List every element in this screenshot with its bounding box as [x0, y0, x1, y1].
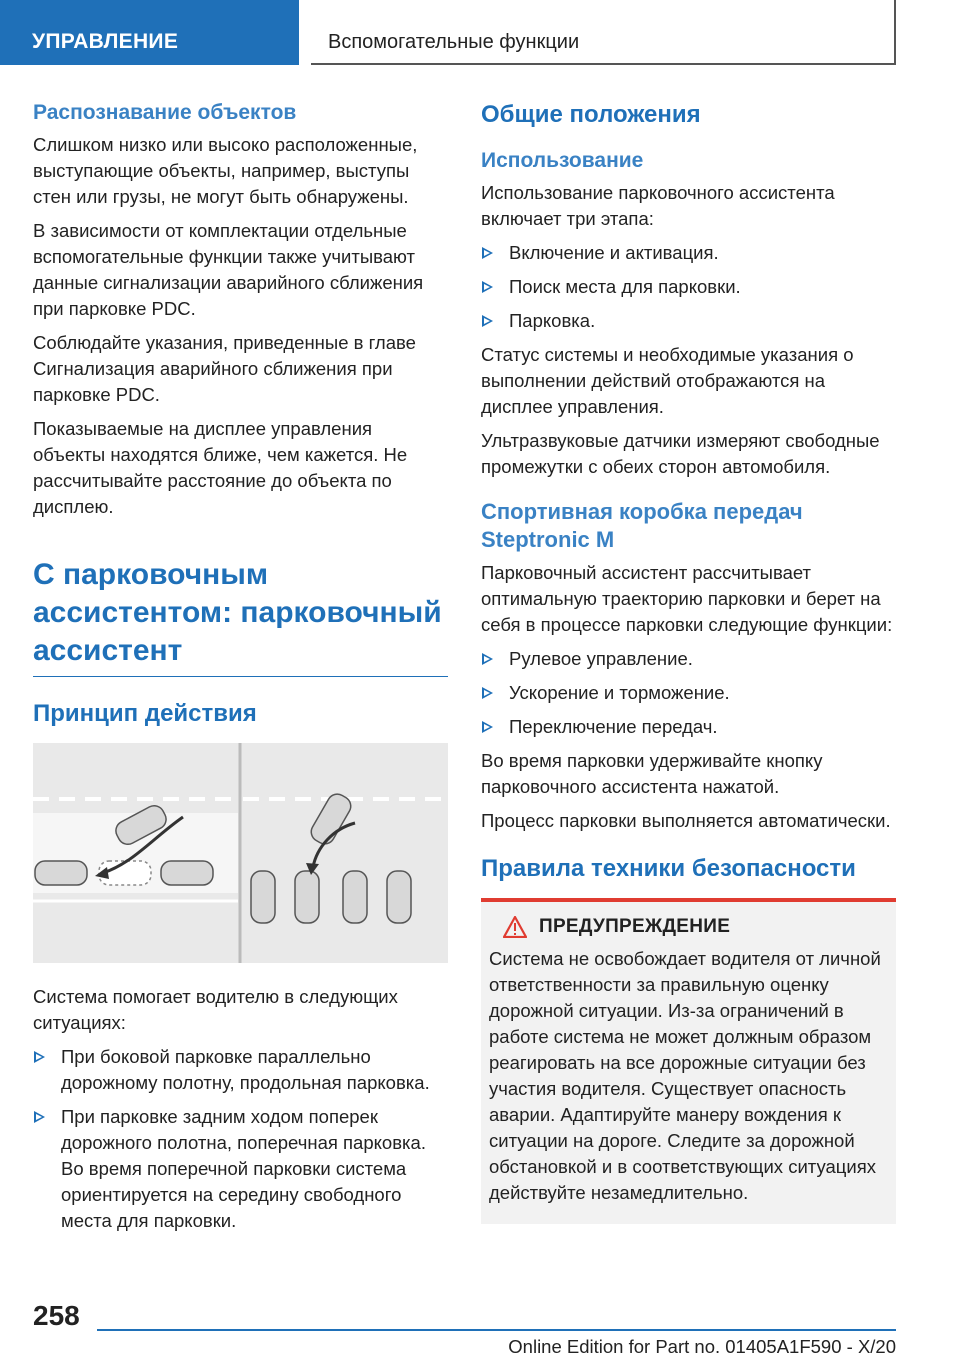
chapter-title: Вспомогательные функции — [311, 0, 896, 65]
list-item: Ускорение и торможение. — [481, 680, 896, 706]
list-item: Включение и активация. — [481, 240, 896, 266]
situations-list — [33, 1044, 448, 1234]
list-item: Парковка. — [481, 308, 896, 334]
triangle-bullet-icon — [482, 281, 493, 293]
main-heading: С парковочным ассистентом: парковочный ассистент — [33, 556, 448, 677]
right-column — [481, 100, 896, 1224]
list-item: Рулевое управление. — [481, 646, 896, 672]
general-heading: Общие положения — [481, 101, 701, 128]
list-item: Переключение передач. — [481, 714, 896, 740]
warning-box — [481, 898, 896, 1224]
triangle-bullet-icon — [482, 721, 493, 733]
triangle-bullet-icon — [34, 1111, 45, 1123]
warning-title: ПРЕДУПРЕЖДЕНИЕ — [539, 916, 731, 937]
stages-list — [481, 240, 896, 334]
paragraph: Процесс парковки выполняется автоматически. — [481, 810, 891, 831]
safety-heading: Правила техники безопасности — [481, 855, 856, 882]
paragraph: Статус системы и необходимые указания о выполнении действий отображаются на дисплее управления. — [481, 344, 854, 417]
paragraph: Система помогает водителю в следующих ситуациях: — [33, 986, 398, 1033]
warning-text: Система не освобождает водителя от личной ответственности за правильную оценку дорожной ситуации. Из-за ограничений в работе система не может должным образом реагировать на все дорожные ситуации без участия водителя. Существует опасность аварии. Адаптируйте манеру вождения к ситуации на дороге. Следите за дорожной обстановкой и в соответствующих ситуациях действуйте незамедлительно. — [489, 948, 881, 1203]
triangle-bullet-icon — [34, 1051, 45, 1063]
paragraph: Парковочный ассистент рассчитывает оптимальную траекторию парковки и берет на себя в процессе парковки следующие функции: — [481, 562, 893, 635]
edition-label: Online Edition for Part no. 01405A1F590 - X/20 — [508, 1336, 896, 1357]
functions-list — [481, 646, 896, 740]
paragraph: Соблюдайте указания, приведенные в главе Сигнализация аварийного сближения при парковке PDC. — [33, 332, 416, 405]
paragraph: В зависимости от комплектации отдельные вспомогательные функции также учитывают данные сигнализации аварийного сближения при парковке PDC. — [33, 220, 424, 319]
triangle-bullet-icon — [482, 247, 493, 259]
section-tab: УПРАВЛЕНИЕ — [0, 0, 299, 65]
list-item: При боковой парковке параллельно дорожному полотну, продольная парковка. — [33, 1044, 448, 1096]
principle-heading: Принцип действия — [33, 700, 257, 727]
steptronic-heading: Спортивная коробка передач Steptronic M — [481, 499, 803, 552]
objects-heading: Распознавание объектов — [33, 101, 297, 124]
footer-divider — [97, 1329, 896, 1331]
triangle-bullet-icon — [482, 653, 493, 665]
paragraph: Показываемые на дисплее управления объекты находятся ближе, чем кажется. Не рассчитывайте расстояние до объекта по дисплею. — [33, 418, 408, 517]
list-item: Поиск места для парковки. — [481, 274, 896, 300]
parking-illustration — [33, 743, 448, 963]
paragraph: Использование парковочного ассистента включает три этапа: — [481, 182, 835, 229]
paragraph: Слишком низко или высоко расположенные, выступающие объекты, например, выступы стен или грузы, не могут быть обнаружены. — [33, 134, 418, 207]
warning-triangle-icon — [503, 916, 527, 938]
usage-heading: Использование — [481, 149, 644, 172]
list-item: При парковке задним ходом поперек дорожного полотна, поперечная парковка. Во время поперечной парковки система ориентируется на середину свободного места для парковки. — [33, 1104, 448, 1234]
triangle-bullet-icon — [482, 315, 493, 327]
left-column — [33, 100, 448, 1242]
paragraph: Во время парковки удерживайте кнопку парковочного ассистента нажатой. — [481, 750, 823, 797]
triangle-bullet-icon — [482, 687, 493, 699]
page-number: 258 — [33, 1300, 80, 1331]
warning-header — [489, 916, 886, 938]
paragraph: Ультразвуковые датчики измеряют свободные промежутки с обеих сторон автомобиля. — [481, 430, 880, 477]
